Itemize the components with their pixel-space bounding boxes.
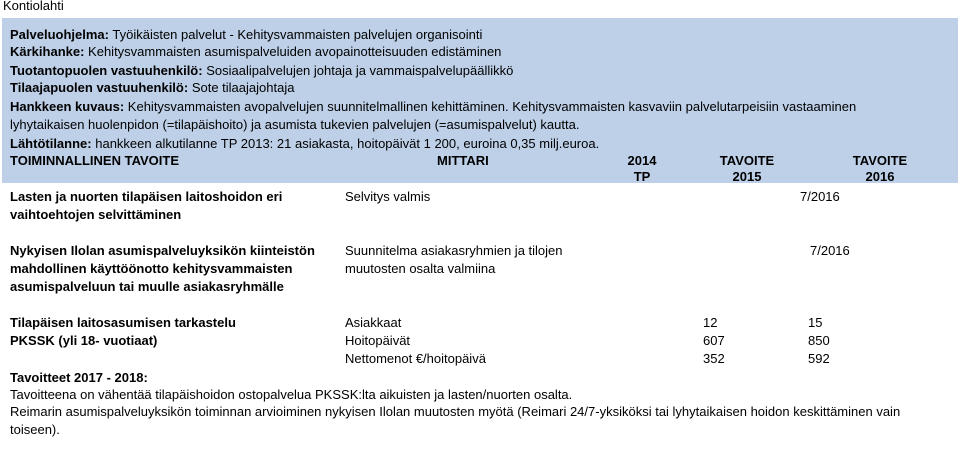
row2-tavoite: [10, 242, 315, 296]
row2-mittari-line1: Suunnitelma asiakasryhmien ja tilojen: [345, 243, 563, 258]
kuvaus-value-2: lyhytaikaisen huolenpidon (=tilapäishoito) ja asumista tukevien palvelujen (=asumispalvelut) kautta.: [10, 117, 580, 132]
row2-tavoite-line3: asumispalveluun tai muulle asiakasryhmälle: [10, 279, 284, 294]
tilaaja-label: Tilaajapuolen vastuuhenkilö:: [10, 80, 189, 95]
row3-tavoite-line2: PKSSK (yli 18- vuotiaat): [10, 333, 158, 348]
row1-2015: [800, 188, 840, 206]
row2-2016-value: 7/2016: [810, 243, 850, 258]
header-2015-year: 2015: [732, 169, 762, 184]
lahto-label: Lähtötilanne:: [10, 136, 92, 151]
footer-line2: Reimarin asumispalveluyksikön toiminnan arvioiminen nykyisen Ilolan muutosten myötä (Reimari 24/7-yksiköksi tai lyhytaikaisen hoidon keskittäminen vain: [10, 404, 901, 419]
row3-2016-nettomenot: 592: [808, 351, 830, 366]
tilaaja-value: Sote tilaajajohtaja: [191, 80, 295, 95]
header-2014-year: 2014: [627, 153, 657, 168]
header-2016: [848, 153, 912, 185]
row3-2014: [703, 314, 725, 368]
header-2014: [622, 153, 662, 185]
tuotanto-label: Tuotantopuolen vastuuhenkilö:: [10, 63, 203, 78]
header-mittari: MITTARI: [437, 153, 489, 168]
kuvaus-line: [10, 99, 856, 115]
page-title: Kontiolahti: [3, 0, 64, 13]
kuvaus-label: Hankkeen kuvaus:: [10, 99, 125, 114]
row2-2016: [810, 242, 850, 260]
row3-2016-hoitopaivat: 850: [808, 333, 830, 348]
row2-tavoite-line2: mahdollinen käyttöönotto kehitysvammaisten: [10, 261, 293, 276]
tuotanto-line: [10, 63, 513, 79]
tilaaja-line: [10, 80, 294, 96]
row3-mittari-line3: Nettomenot €/hoitopäivä: [345, 351, 486, 366]
row2-mittari: [345, 242, 563, 278]
row3-2016-asiakkaat: 15: [808, 315, 823, 330]
row3-mittari: [345, 314, 486, 368]
footer-heading: Tavoitteet 2017 - 2018:: [10, 370, 148, 385]
header-2015: [715, 153, 779, 185]
header-2016-year: 2016: [865, 169, 895, 184]
footer-line1: Tavoitteena on vähentää tilapäishoidon ostopalvelua PKSSK:lta aikuisten ja lasten/nuorten osalta.: [10, 387, 573, 402]
row3-tavoite: [10, 314, 236, 350]
kuvaus-line-2: [10, 117, 579, 133]
row1-tavoite: [10, 188, 282, 224]
row1-mittari-line1: Selvitys valmis: [345, 189, 431, 204]
header-2015-label: TAVOITE: [719, 153, 775, 168]
row3-2014-asiakkaat: 12: [703, 315, 718, 330]
karkihanke-label: Kärkihanke:: [10, 44, 85, 59]
row1-2015-value: 7/2016: [800, 189, 840, 204]
lahto-value: hankkeen alkutilanne TP 2013: 21 asiakasta, hoitopäivät 1 200, euroina 0,35 milj.euroa.: [95, 136, 600, 151]
row3-2016: [808, 314, 830, 368]
row3-mittari-line1: Asiakkaat: [345, 315, 402, 330]
row3-mittari-line2: Hoitopäivät: [345, 333, 411, 348]
row3-2014-hoitopaivat: 607: [703, 333, 725, 348]
karkihanke-line: [10, 44, 501, 60]
karkihanke-value: Kehitysvammaisten asumispalveluiden avopainotteisuuden edistäminen: [88, 44, 502, 59]
kuvaus-value-1: Kehitysvammaisten avopalvelujen suunnitelmallinen kehittäminen. Kehitysvammaisten kasvaviin palvelutarpeisiin vastaaminen: [127, 99, 857, 114]
palveluohjelma-line: [10, 27, 482, 43]
palveluohjelma-value: Työikäisten palvelut - Kehitysvammaisten palvelujen organisointi: [112, 27, 483, 42]
header-tavoite: TOIMINNALLINEN TAVOITE: [10, 153, 179, 168]
header-2014-tp: TP: [633, 169, 651, 184]
header-2016-label: TAVOITE: [852, 153, 908, 168]
palveluohjelma-label: Palveluohjelma:: [10, 27, 109, 42]
lahto-line: [10, 136, 599, 152]
row1-tavoite-line1: Lasten ja nuorten tilapäisen laitoshoidon eri: [10, 189, 283, 204]
row3-tavoite-line1: Tilapäisen laitosasumisen tarkastelu: [10, 315, 236, 330]
row2-mittari-line2: muutosten osalta valmiina: [345, 261, 496, 276]
row1-tavoite-line2: vaihtoehtojen selvittäminen: [10, 207, 182, 222]
row2-tavoite-line1: Nykyisen Ilolan asumispalveluyksikön kiinteistön: [10, 243, 315, 258]
footer-line3: toiseen).: [10, 422, 60, 437]
row1-mittari: [345, 188, 430, 206]
row3-2014-nettomenot: 352: [703, 351, 725, 366]
tuotanto-value: Sosiaalipalvelujen johtaja ja vammaispalvelupäällikkö: [206, 63, 514, 78]
